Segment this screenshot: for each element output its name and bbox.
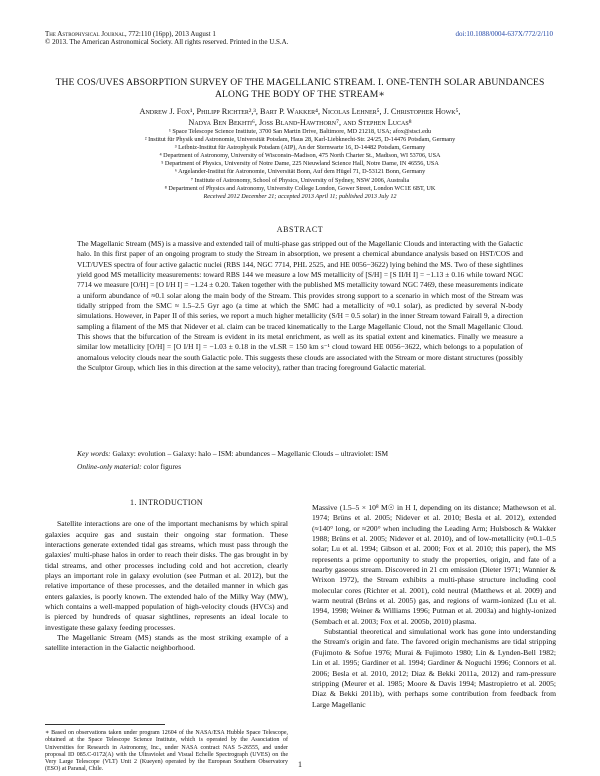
paper-title: THE COS/UVES ABSORPTION SURVEY OF THE MAGELLANIC STREAM. I. ONE-TENTH SOLAR ABUNDANCES ALONG THE BODY OF THE STREAM∗ [55,77,545,100]
intro-paragraph: The Magellanic Stream (MS) stands as the most striking example of a satellite interaction in the Galactic neighborhood. [45,633,288,653]
journal-name: The Astrophysical Journal [45,30,125,38]
intro-paragraph: Satellite interactions are one of the important mechanisms by which spiral galaxies acquire gas and sustain their ongoing star formation. These interactions generate extended tidal gas streams, which must pass through the galaxies' multi-phase halos in order to reach their disks. The gas brought in by tidal streams, and other processes including cold and hot accretion, clearly plays an important role in galaxy evolution (see Putman et al. 2012), but the relative importance of these processes, and the detailed manner in which gas enters galaxies, is poorly known. The extended halo of the Milky Way (MW), which contains a well-mapped population of high-velocity clouds (HVCs) and is pierced by hundreds of quasar sightlines, represents an ideal locale to investigate these galaxy feeding processes. [45,519,288,632]
author-list [55,106,545,128]
affiliation: ⁵ Department of Physics, University of Notre Dame, 225 Nieuwland Science Hall, Notre Dame, IN 46556, USA [161,160,439,168]
affiliation: ³ Leibniz-Institut für Astrophysik Potsdam (AIP), An der Sternwarte 16, D-14482 Potsdam, Germany [174,144,426,152]
affiliation: ¹ Space Telescope Science Institute, 3700 San Martin Drive, Baltimore, MD 21218, USA; afox@stsci.edu [168,128,432,135]
citation-details: , 772:110 (16pp), 2013 August 1 [124,30,216,38]
section-heading-introduction: 1. INTRODUCTION [130,498,203,507]
journal-header [45,30,288,46]
keywords-text: Galaxy: evolution – Galaxy: halo – ISM: abundances – Magellanic Clouds – ultraviolet: ISM [112,449,389,458]
affiliation: ⁴ Department of Astronomy, University of Wisconsin–Madison, 475 North Charter St., Madison, WI 53706, USA [159,152,441,160]
online-material-text: color figures [143,462,182,471]
affiliation: ⁶ Argelander-Institut für Astronomie, Universität Bonn, Auf dem Hügel 71, D-53121 Bonn, Germany [174,168,426,176]
affiliation: ⁷ Institute of Astronomy, School of Physics, University of Sydney, NSW 2006, Australia [190,176,410,184]
abstract-heading: ABSTRACT [276,225,324,234]
received-dates: Received 2012 December 21; accepted 2013 April 11; published 2013 July 12 [203,192,397,200]
online-material [77,462,523,472]
affiliation: ⁸ Department of Physics and Astronomy, University College London, Gower Street, London WC1E 6BT, UK [164,184,436,192]
footnote: ∗ Based on observations taken under program 12604 of the NASA/ESA Hubble Space Telescope, obtained at the Space Telescope Science Institute, which is operated by the Association of Universities for Research in Astronomy, Inc., under NASA contract NAS 5-26555, and under proposal ID 085.C-0172(A) with the Ultraviolet and Visual Echelle Spectrograph (UVES) on the Very Large Telescope (VLT) Unit 2 (Kueyen) operated by the European Southern Observatory (ESO) at Paranal, Chile. [45,730,288,773]
footnote-divider [45,724,165,725]
right-column [312,503,556,710]
affiliation: ² Institut für Physik und Astronomie, Universität Potsdam, Haus 28, Karl-Liebknecht-Str. 24/25, D-14476 Potsdam, Germany [144,136,456,144]
copyright-line: © 2013. The American Astronomical Society. All rights reserved. Printed in the U.S.A. [45,38,289,46]
keywords [77,449,523,459]
author-line: Andrew J. Fox¹, Philipp Richter²,³, Bart P. Wakker⁴, Nicolas Lehner⁵, J. Christopher Howk⁵, [139,107,461,116]
affiliations [55,128,545,201]
page-number: 1 [298,760,302,769]
doi-link[interactable]: doi:10.1088/0004-637X/772/2/110 [455,30,553,38]
intro-paragraph: Massive (1.5–5 × 10⁸ M☉ in H I, depending on its distance; Mathewson et al. 1974; Brüns et al. 2005; Nidever et al. 2010; Besla et al. 2012), extended (≈140° long, or ≈200° when including the Leading Arm; Hulsbosch & Wakker 1988; Brüns et al. 2005; Nidever et al. 2010), and of low-metallicity (≈0.1–0.5 solar; Lu et al. 1994; Gibson et al. 2000; Fox et al. 2010; this paper), the MS represents a prime opportunity to study the properties, origin, and fate of a nearby gaseous stream. Discovered in 21 cm emission (Dieter 1971; Wannier & Wrixon 1972), the Stream exhibits a multi-phase structure including cool molecular cores (Richter et al. 2001), cold neutral (Matthews et al. 2009) and warm neutral (Brüns et al. 2005) gas, and regions of warm-ionized (Lu et al. 1994, 1998; Weiner & Williams 1996; Putman et al. 2003a) and highly-ionized (Sembach et al. 2003; Fox et al. 2005b, 2010) plasma. [312,503,556,626]
intro-paragraph: Substantial theoretical and simulational work has gone into understanding the Stream's origin and fate. The favored origin mechanisms are tidal stripping (Fujimoto & Sofue 1976; Murai & Fujimoto 1980; Lin & Lynden-Bell 1982; Lin et al. 1995; Gardiner et al. 1994; Gardiner & Noguchi 1996; Connors et al. 2006; Besla et al. 2010, 2012; Diaz & Bekki 2011a, 2012) and ram-pressure stripping (Meurer et al. 1985; Moore & Davis 1994; Mastropietro et al. 2005; Diaz & Bekki 2011b), with perhaps some contribution from feedback from Large Magellanic [312,627,556,709]
abstract-text: The Magellanic Stream (MS) is a massive and extended tail of multi-phase gas stripped out of the Magellanic Clouds and interacting with the Galactic halo. In this first paper of an ongoing program to study the Stream in absorption, we present a chemical abundance analysis based on HST/COS and VLT/UVES spectra of four active galactic nuclei (RBS 144, NGC 7714, PHL 2525, and HE 0056−3622) lying behind the MS. Two of these sightlines yield good MS metallicity measurements: toward RBS 144 we measure a low MS metallicity of [S/H] = [S II/H I] = −1.13 ± 0.16 while toward NGC 7714 we measure [O/H] = [O I/H I] = −1.24 ± 0.20. Taken together with the published MS metallicity toward NGC 7469, these measurements indicate a uniform abundance of ≈0.1 solar along the main body of the Stream. This provides strong support to a scenario in which most of the Stream was tidally stripped from the SMC ≈ 1.5–2.5 Gyr ago (a time at which the SMC had a metallicity of ≈0.1 solar), as predicted by several N-body simulations. However, in Paper II of this series, we report a much higher metallicity (S/H = 0.5 solar) in the inner Stream toward Fairall 9, a direction sampling a filament of the MS that Nidever et al. claim can be traced kinematically to the Large Magellanic Cloud, not the Small Magellanic Cloud. This shows that the bifurcation of the Stream is evident in its metal enrichment, as well as its spatial extent and kinematics. Finally we measure a similar low metallicity [O/H] = [O I/H I] = −1.03 ± 0.18 in the vLSR = 150 km s⁻¹ cloud toward HE 0056−3622, which belongs to a population of anomalous velocity clouds near the south Galactic pole. This suggests these clouds are associated with the Stream or more distant structures (possibly the Sculptor Group, which lies in this direction at the same velocity), rather than tracing foreground Galactic material. [77,239,523,373]
keywords-label: Key words: [77,449,111,458]
online-material-label: Online-only material: [77,462,142,471]
author-line: Nadya Ben Bekhti⁶, Joss Bland-Hawthorn⁷, and Stephen Lucas⁸ [188,118,412,127]
left-column [45,498,288,654]
journal-citation [45,30,288,38]
